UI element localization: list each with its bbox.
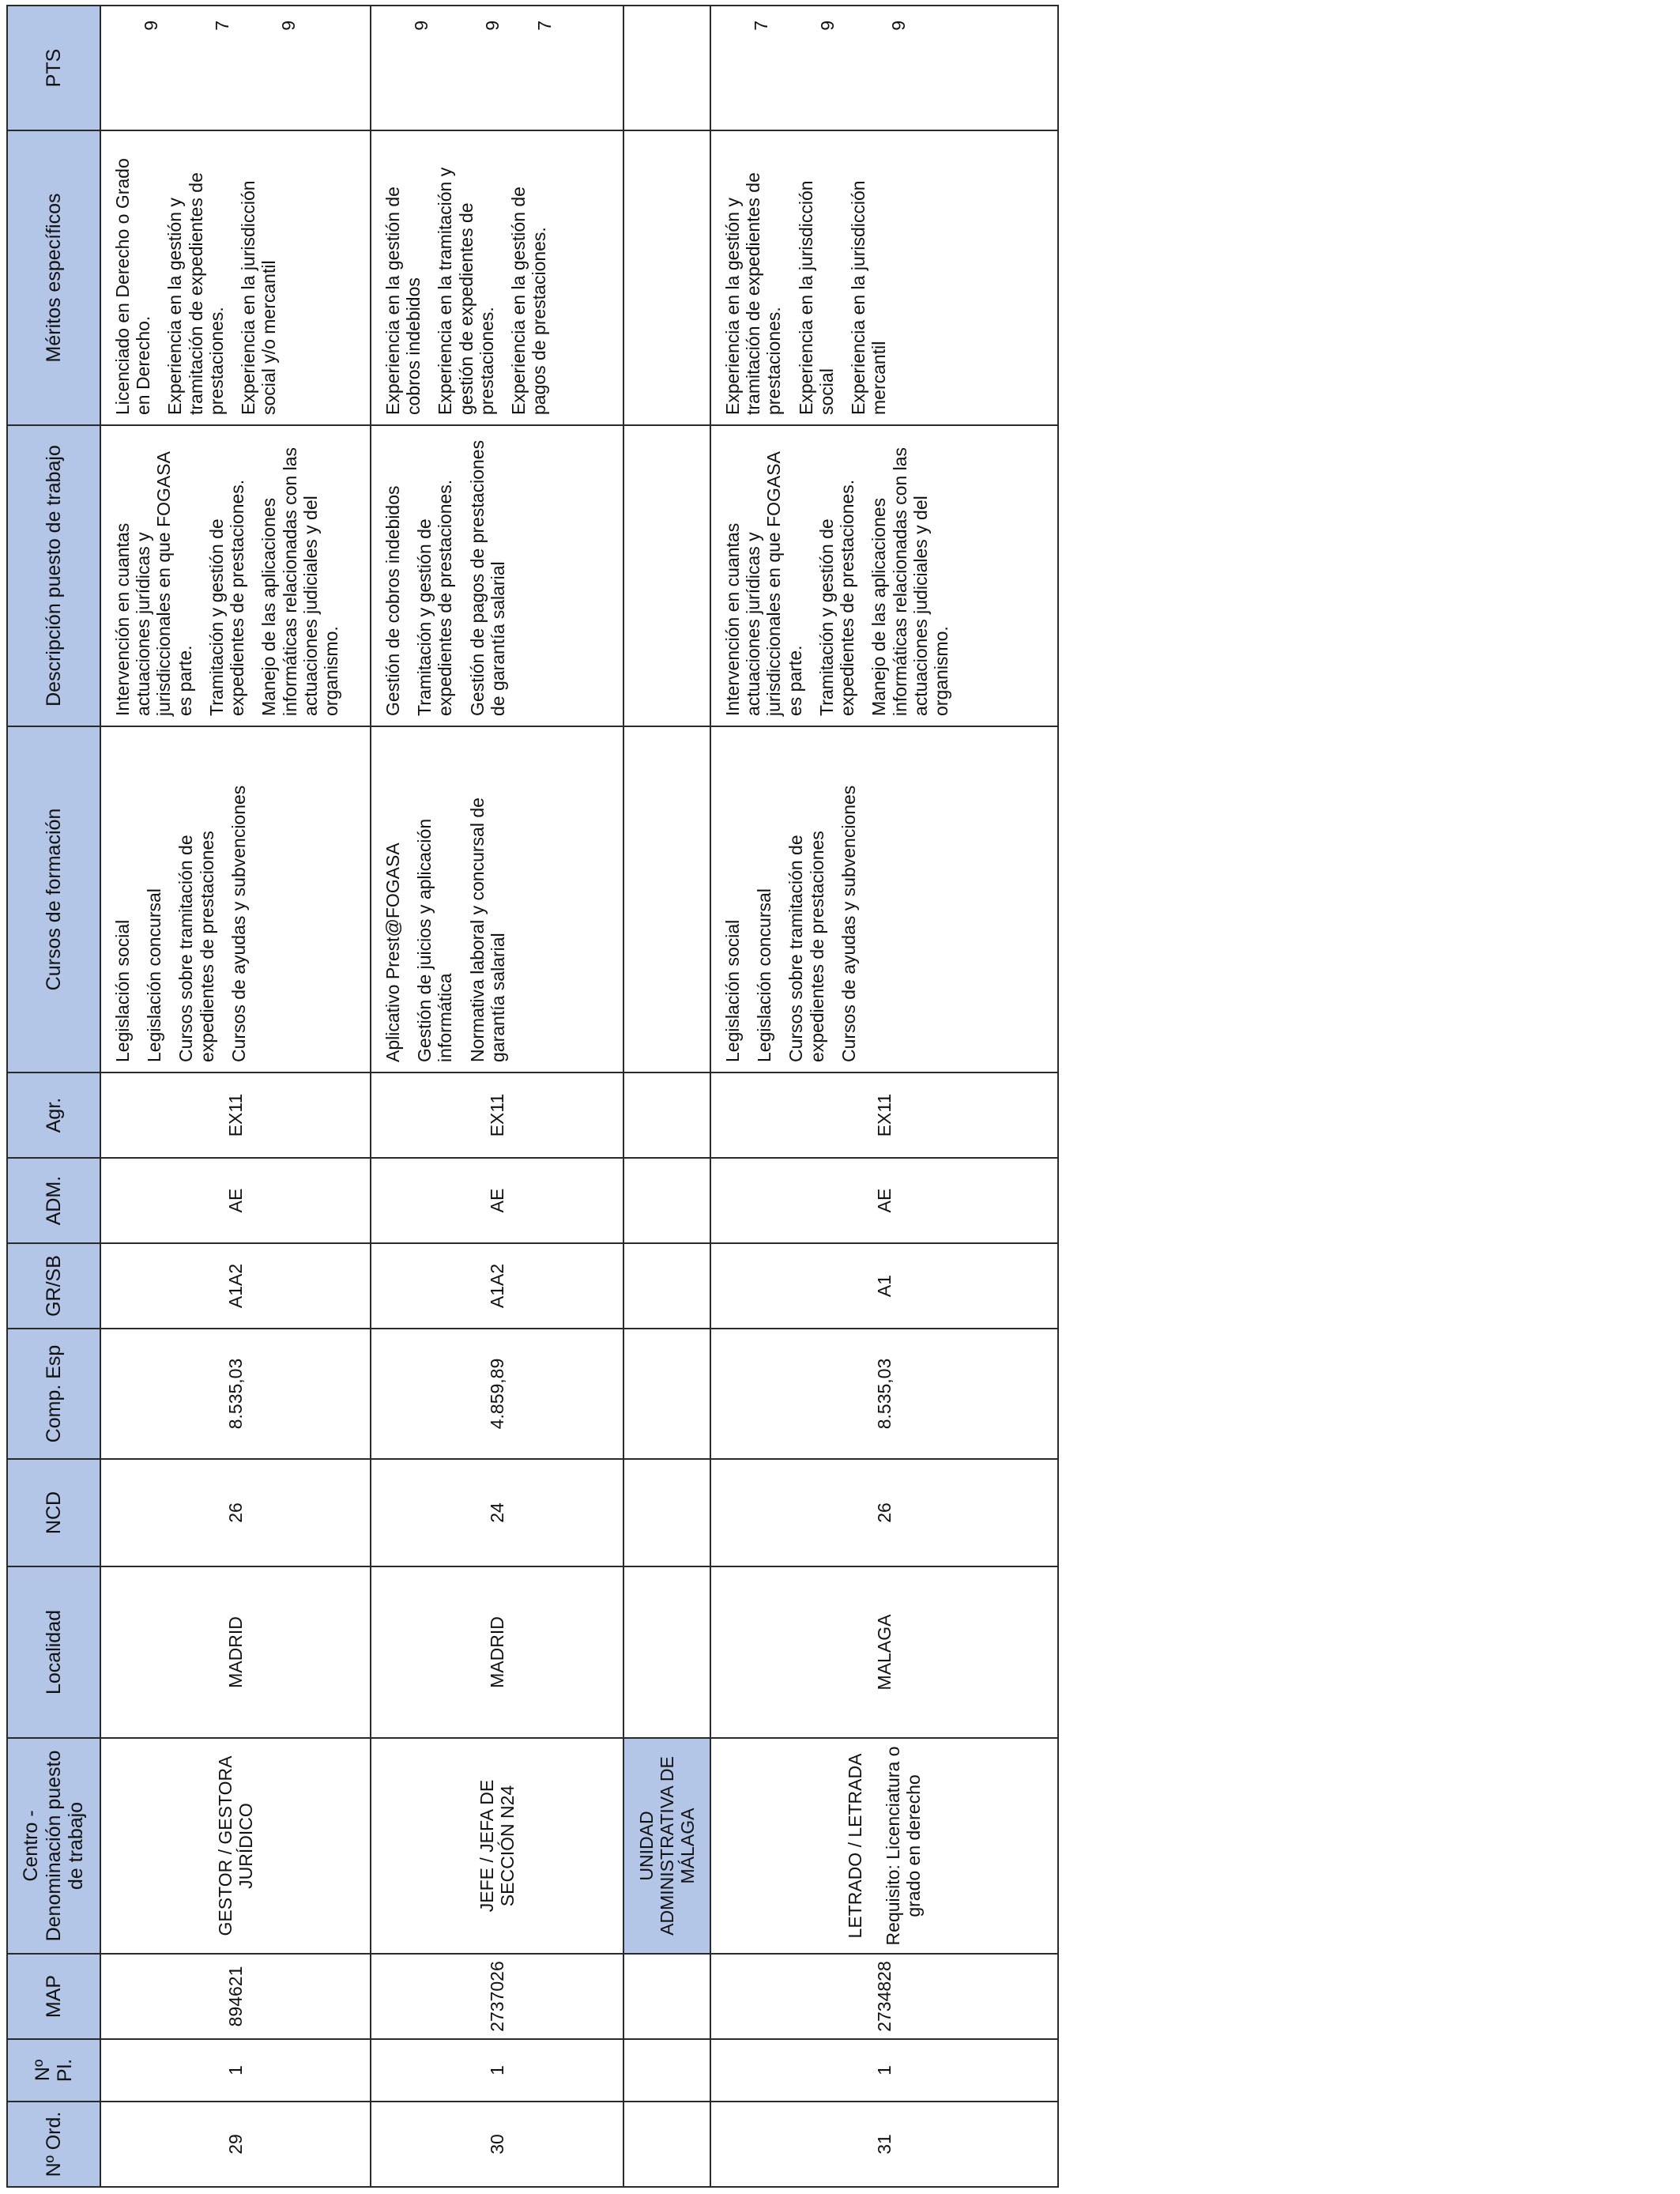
- cell-empty: [623, 425, 710, 726]
- merito-item: Experiencia en la jurisdicción social y/o mercantil: [238, 180, 280, 415]
- cell-empty: [623, 1158, 710, 1243]
- header-ncd: NCD: [7, 1459, 100, 1566]
- cell-localidad: MALAGA: [710, 1566, 1058, 1738]
- curso-item: Legislación concursal: [754, 888, 775, 1062]
- puesto-name: LETRADO / LETRADA: [844, 1753, 865, 1939]
- descripcion-item: Tramitación y gestión de expedientes de prestaciones.: [414, 479, 456, 716]
- cell-comp: 8.535,03: [100, 1329, 371, 1459]
- pts-value: 9: [278, 21, 299, 31]
- cell-ncd: 26: [100, 1459, 371, 1566]
- descripcion-item: Tramitación y gestión de expedientes de prestaciones.: [205, 479, 248, 716]
- cell-empty: [623, 6, 710, 130]
- table-row: [371, 6, 623, 2187]
- pts-value: 7: [751, 21, 771, 31]
- merito-item: Experiencia en la tramitación y gestión de expedientes de prestaciones.: [435, 167, 497, 415]
- descripcion-item: Intervención en cuantas actuaciones jurídicas y jurisdiccionales en que FOGASA es parte.: [722, 452, 805, 716]
- cell-ncd: 26: [710, 1459, 1058, 1566]
- cell-agr: EX11: [710, 1072, 1058, 1158]
- pts-value: 9: [141, 21, 161, 31]
- header-pts: PTS: [7, 6, 100, 130]
- cell-empty: [623, 726, 710, 1072]
- cell-pl-empty: [623, 2039, 710, 2102]
- cell-pts: [371, 6, 623, 130]
- cell-cursos: [710, 726, 1058, 1072]
- cell-grsb: A1: [710, 1243, 1058, 1329]
- header-localidad: Localidad: [7, 1566, 100, 1738]
- pts-value: 9: [888, 21, 910, 31]
- curso-item: Aplicativo Prest@FOGASA: [382, 843, 403, 1062]
- pts-value: 9: [482, 21, 503, 31]
- merito-item: Experiencia en la jurisdicción social: [795, 180, 837, 415]
- curso-item: Legislación concursal: [144, 888, 165, 1062]
- cell-adm: AE: [371, 1158, 623, 1243]
- cell-pts: [100, 6, 371, 130]
- cell-map: 2737026: [371, 1954, 623, 2039]
- cell-map: 2734828: [710, 1954, 1058, 2039]
- curso-item: Gestión de juicios y aplicación informática: [414, 818, 456, 1062]
- header-map: MAP: [7, 1954, 100, 2039]
- pts-value: 7: [212, 21, 233, 31]
- cell-ord: 31: [710, 2102, 1058, 2187]
- curso-item: Normativa laboral y concursal de garantía salarial: [466, 797, 508, 1062]
- descripcion-item: Tramitación y gestión de expedientes de prestaciones.: [816, 479, 858, 716]
- header-grsb: GR/SB: [7, 1243, 100, 1329]
- table-row: [100, 6, 371, 2187]
- pts-value: 9: [817, 21, 838, 31]
- table-row: [710, 6, 1058, 2187]
- rotated-page: [6, 6, 1122, 2188]
- cell-localidad: MADRID: [371, 1566, 623, 1738]
- cell-comp: 8.535,03: [710, 1329, 1058, 1459]
- merito-item: Licenciado en Derecho o Grado en Derecho.: [112, 158, 154, 415]
- cell-ord: 30: [371, 2102, 623, 2187]
- curso-item: Cursos de ayudas y subvenciones: [228, 785, 249, 1062]
- descripcion-item: Manejo de las aplicaciones informáticas relacionadas con las actuaciones judiciales y del organismo.: [868, 447, 951, 716]
- cell-empty: [623, 130, 710, 425]
- cell-agr: EX11: [100, 1072, 371, 1158]
- header-descripcion: Descripción puesto de trabajo: [7, 425, 100, 726]
- puesto-requisito: Requisito: Licenciatura o grado en derecho: [882, 1746, 925, 1946]
- cell-descripcion: [371, 425, 623, 726]
- merito-item: Experiencia en la gestión de cobros indebidos: [382, 187, 424, 415]
- cell-pts: [710, 6, 1058, 130]
- cell-ncd: 24: [371, 1459, 623, 1566]
- cell-adm: AE: [710, 1158, 1058, 1243]
- cell-adm: AE: [100, 1158, 371, 1243]
- header-pl: Nº Pl.: [7, 2039, 100, 2102]
- unit-row: [623, 6, 710, 2187]
- pts-value: 7: [534, 21, 556, 31]
- cell-cursos: [100, 726, 371, 1072]
- curso-item: Cursos sobre tramitación de expedientes de prestaciones: [785, 831, 827, 1062]
- job-positions-table: [6, 5, 1059, 2188]
- pts-value: 9: [411, 21, 431, 31]
- curso-item: Cursos de ayudas y subvenciones: [838, 785, 859, 1062]
- descripcion-item: Manejo de las aplicaciones informáticas relacionadas con las actuaciones judiciales y del organismo.: [258, 447, 341, 716]
- cell-puesto: JEFE / JEFA DE SECCIÓN N24: [371, 1738, 623, 1954]
- merito-item: Experiencia en la jurisdicción mercantil: [848, 180, 890, 415]
- cell-grsb: A1A2: [100, 1243, 371, 1329]
- cell-empty: [623, 1566, 710, 1738]
- merito-item: Experiencia en la gestión y tramitación de expedientes de prestaciones.: [722, 172, 785, 415]
- cell-empty: [623, 1329, 710, 1459]
- unit-name: UNIDAD ADMINISTRATIVA DE MÁLAGA: [623, 1738, 710, 1954]
- cell-localidad: MADRID: [100, 1566, 371, 1738]
- curso-item: Cursos sobre tramitación de expedientes de prestaciones: [175, 831, 217, 1062]
- cell-empty: [623, 1243, 710, 1329]
- curso-item: Legislación social: [722, 919, 743, 1062]
- cell-map: 894621: [100, 1954, 371, 2039]
- curso-item: Legislación social: [112, 919, 133, 1062]
- cell-cursos: [371, 726, 623, 1072]
- cell-meritos: [710, 130, 1058, 425]
- cell-comp: 4.859,89: [371, 1329, 623, 1459]
- cell-meritos: [371, 130, 623, 425]
- header-ord: Nº Ord.: [7, 2102, 100, 2187]
- cell-puesto: GESTOR / GESTORA JURÍDICO: [100, 1738, 371, 1954]
- cell-ord-empty: [623, 2102, 710, 2187]
- descripcion-item: Gestión de pagos de prestaciones de garantía salarial: [466, 439, 508, 716]
- cell-descripcion: [100, 425, 371, 726]
- cell-empty: [623, 1459, 710, 1566]
- cell-pl: 1: [710, 2039, 1058, 2102]
- header-meritos: Méritos específicos: [7, 130, 100, 425]
- cell-pl: 1: [100, 2039, 371, 2102]
- descripcion-item: Intervención en cuantas actuaciones jurídicas y jurisdiccionales en que FOGASA es parte.: [112, 452, 195, 716]
- cell-map-empty: [623, 1954, 710, 2039]
- cell-descripcion: [710, 425, 1058, 726]
- header-row: [7, 6, 100, 2187]
- merito-item: Experiencia en la gestión y tramitación de expedientes de prestaciones.: [164, 172, 227, 415]
- cell-pl: 1: [371, 2039, 623, 2102]
- header-adm: ADM.: [7, 1158, 100, 1243]
- cell-grsb: A1A2: [371, 1243, 623, 1329]
- header-comp: Comp. Esp: [7, 1329, 100, 1459]
- cell-empty: [623, 1072, 710, 1158]
- header-centro: Centro - Denominación puesto de trabajo: [7, 1738, 100, 1954]
- cell-meritos: [100, 130, 371, 425]
- header-agr: Agr.: [7, 1072, 100, 1158]
- cell-agr: EX11: [371, 1072, 623, 1158]
- descripcion-item: Gestión de cobros indebidos: [382, 485, 403, 716]
- merito-item: Experiencia en la gestión de pagos de prestaciones.: [508, 187, 550, 415]
- header-cursos: Cursos de formación: [7, 726, 100, 1072]
- cell-ord: 29: [100, 2102, 371, 2187]
- cell-puesto: [710, 1738, 1058, 1954]
